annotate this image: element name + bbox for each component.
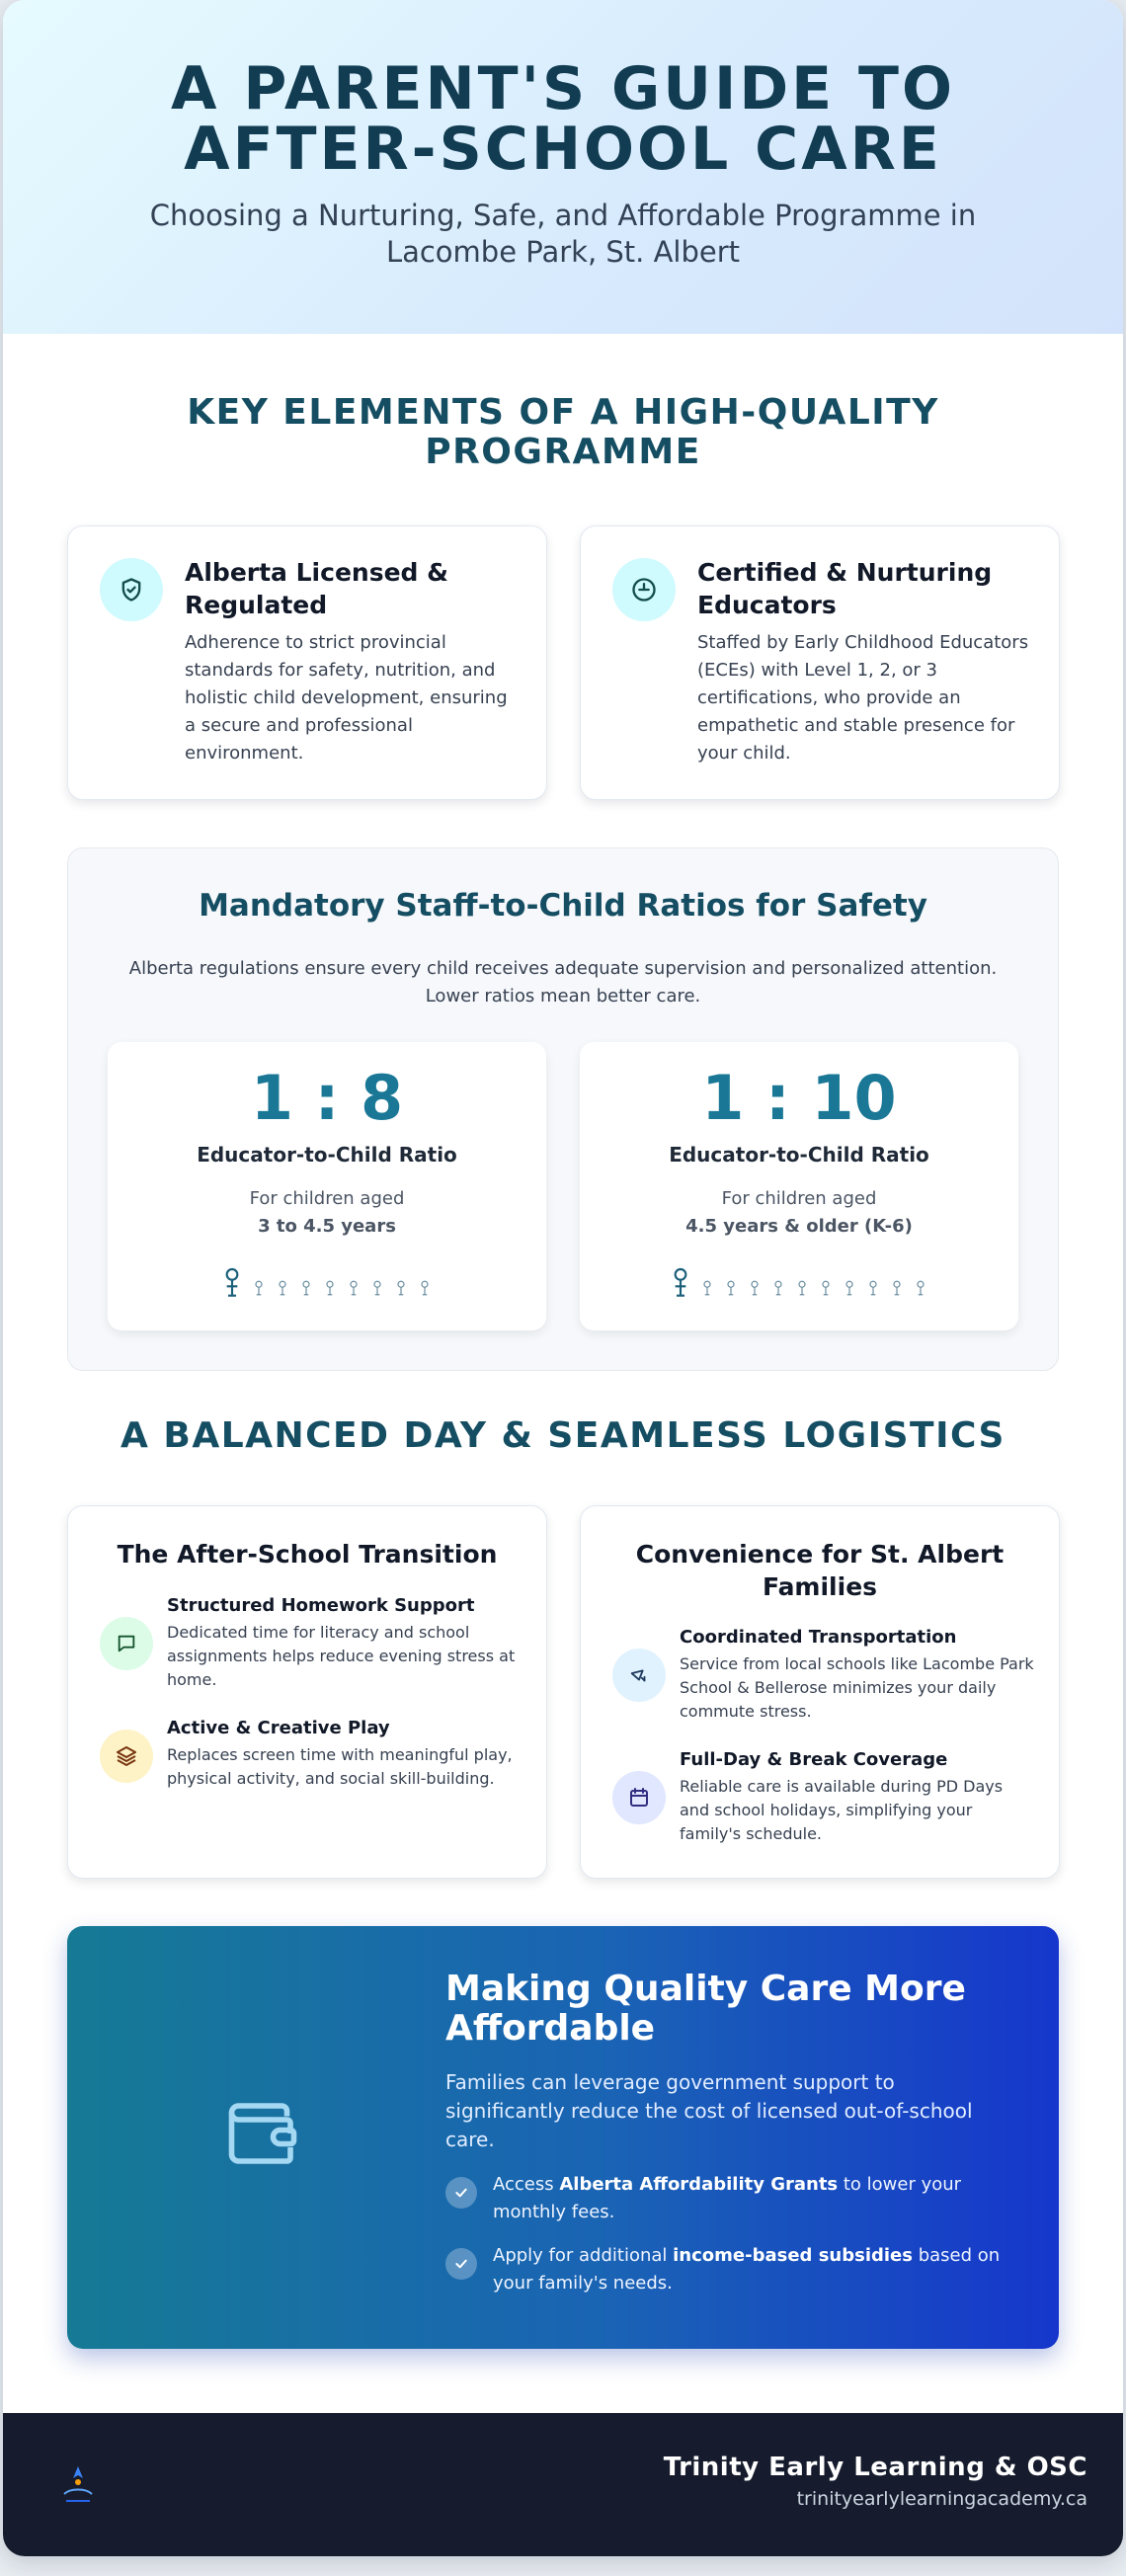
child-icon [821,1279,831,1297]
child-icon [420,1279,430,1297]
ratio-label: Educator-to-Child Ratio [197,1143,457,1167]
child-icon [868,1279,878,1297]
ratios-description: Alberta regulations ensure every child receives adequate supervision and personalized attention. Lower ratios mean better care. [128,958,998,1006]
licensed-card [67,525,547,800]
page-title: A PARENT'S GUIDE TO AFTER-SCHOOL CARE [171,54,955,184]
card-text: Staffed by Early Childhood Educators (ECEs) with Level 1, 2, or 3 certifications, who provide an empathetic and stable presence for your child. [697,632,1029,764]
transition-card [67,1505,547,1879]
page-subtitle: Choosing a Nurturing, Safe, and Affordable Programme in Lacombe Park, St. Albert [149,199,977,269]
key-elements-heading: KEY ELEMENTS OF A HIGH-QUALITY PROGRAMME [187,392,939,472]
website-link[interactable]: trinityearlylearningacademy.ca [796,2488,1087,2510]
item-title: Coordinated Transportation [680,1627,957,1648]
ratio-label: Educator-to-Child Ratio [669,1143,929,1167]
ratio-for-text: For children aged [249,1188,405,1209]
wallet-icon [221,2092,304,2179]
ratios-heading: Mandatory Staff-to-Child Ratios for Safety [199,888,927,924]
child-icon [773,1279,783,1297]
child-icon [726,1279,736,1297]
child-icon [844,1279,854,1297]
child-icon [797,1279,807,1297]
card-title: The After-School Transition [117,1540,498,1569]
ratio-value: 1 : 8 [250,1062,404,1134]
bullet-text: Access Alberta Affordability Grants to lower your monthly fees. [493,2174,962,2222]
child-icon [301,1279,311,1297]
educator-icon [224,1265,240,1297]
affordability-banner [67,1926,1059,2349]
convenience-card [580,1505,1060,1879]
affordability-lead: Families can leverage government support to significantly reduce the cost of licensed out-of-school care. [445,2070,973,2151]
item-text: Dedicated time for literacy and school assignments helps reduce evening stress at home. [167,1623,516,1689]
child-icon [349,1279,359,1297]
check-icon [445,2248,477,2280]
card-title: Convenience for St. Albert Families [635,1540,1005,1601]
ratio-figures [580,1261,1018,1297]
logistics-heading: A BALANCED DAY & SEAMLESS LOGISTICS [121,1415,1005,1456]
hero-banner [3,0,1123,334]
child-icon [892,1279,902,1297]
ratio-card-preschool [108,1042,546,1330]
child-icon [396,1279,406,1297]
logo-icon [50,2458,106,2518]
ratio-figures [108,1261,546,1297]
item-title: Full-Day & Break Coverage [680,1749,948,1770]
item-text: Service from local schools like Lacombe Park School & Bellerose minimizes your daily commute stress. [680,1654,1034,1721]
infographic-page [3,0,1123,2556]
item-title: Active & Creative Play [167,1718,390,1738]
calendar-icon [612,1771,666,1824]
ratios-section [67,847,1059,1371]
child-icon [916,1279,925,1297]
child-icon [278,1279,287,1297]
check-icon [445,2177,477,2209]
item-text: Reliable care is available during PD Days and school holidays, simplifying your family's schedule. [680,1777,1004,1843]
ratio-for-text: For children aged [721,1188,877,1209]
educators-card [580,525,1060,800]
ratio-age: 3 to 4.5 years [258,1216,396,1237]
child-icon [254,1279,264,1297]
item-text: Replaces screen time with meaningful play, physical activity, and social skill-building. [167,1745,513,1788]
bullet-text: Apply for additional income-based subsidies based on your family's needs. [493,2245,1001,2294]
layers-icon [100,1730,153,1783]
card-title: Certified & Nurturing Educators [697,558,993,619]
chat-icon [100,1617,153,1670]
child-icon [702,1279,712,1297]
card-text: Adherence to strict provincial standards for safety, nutrition, and holistic child development, ensuring a secure and professional environment. [185,632,508,764]
item-title: Structured Homework Support [167,1595,475,1616]
card-title: Alberta Licensed & Regulated [185,558,448,619]
ratio-value: 1 : 10 [701,1062,897,1134]
affordability-title: Making Quality Care More Affordable [445,1969,966,2049]
transport-icon [612,1649,666,1702]
child-icon [325,1279,335,1297]
org-name: Trinity Early Learning & OSC [663,2453,1087,2482]
ratio-card-school-age [580,1042,1018,1330]
child-icon [750,1279,760,1297]
certificate-icon [612,558,676,621]
footer [3,2413,1123,2556]
child-icon [372,1279,382,1297]
ratio-age: 4.5 years & older (K-6) [685,1216,913,1237]
educator-icon [673,1265,688,1297]
shield-check-icon [100,558,163,621]
